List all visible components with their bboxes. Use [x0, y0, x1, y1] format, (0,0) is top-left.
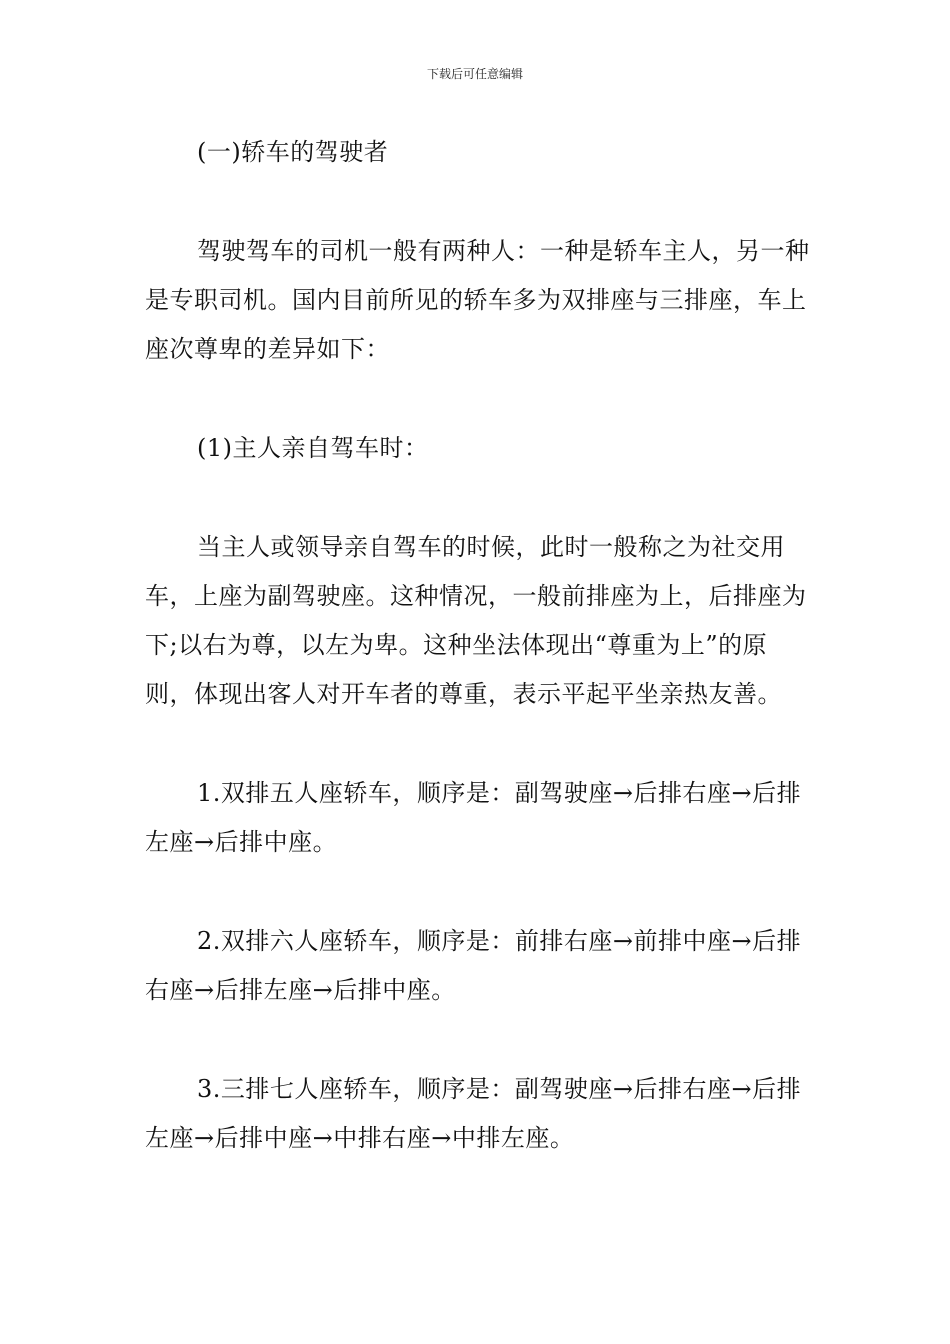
list-item-seven-seat: 3.三排七人座轿车，顺序是：副驾驶座→后排右座→后排左座→后排中座→中排右座→中排左座。: [145, 1075, 802, 1152]
list-item-five-seat: 1.双排五人座轿车，顺序是：副驾驶座→后排右座→后排左座→后排中座。: [145, 779, 802, 856]
paragraph-spacer: [145, 867, 813, 917]
owner-driving-paragraph: 当主人或领导亲自驾车的时候，此时一般称之为社交用车，上座为副驾驶座。这种情况，一般前排座为上，后排座为下;以右为尊，以左为卑。这种坐法体现出“尊重为上”的原则，体现出客人对开车者的尊重，表示平起平坐亲热友善。: [145, 533, 807, 708]
section-heading: (一)轿车的驾驶者: [197, 138, 389, 166]
document-body: [145, 128, 813, 1163]
paragraph-spacer: [145, 1015, 813, 1065]
paragraph-spacer: [145, 473, 813, 523]
list-item-six-seat: 2.双排六人座轿车，顺序是：前排右座→前排中座→后排右座→后排左座→后排中座。: [145, 927, 802, 1004]
paragraph-spacer: [145, 719, 813, 769]
page-header-note: 下载后可任意编辑: [426, 67, 523, 81]
subsection-heading: (1)主人亲自驾车时：: [197, 434, 429, 462]
paragraph-spacer: [145, 177, 813, 227]
intro-paragraph: 驾驶驾车的司机一般有两种人：一种是轿车主人，另一种是专职司机。国内目前所见的轿车多为双排座与三排座，车上座次尊卑的差异如下：: [145, 237, 810, 363]
paragraph-spacer: [145, 374, 813, 424]
